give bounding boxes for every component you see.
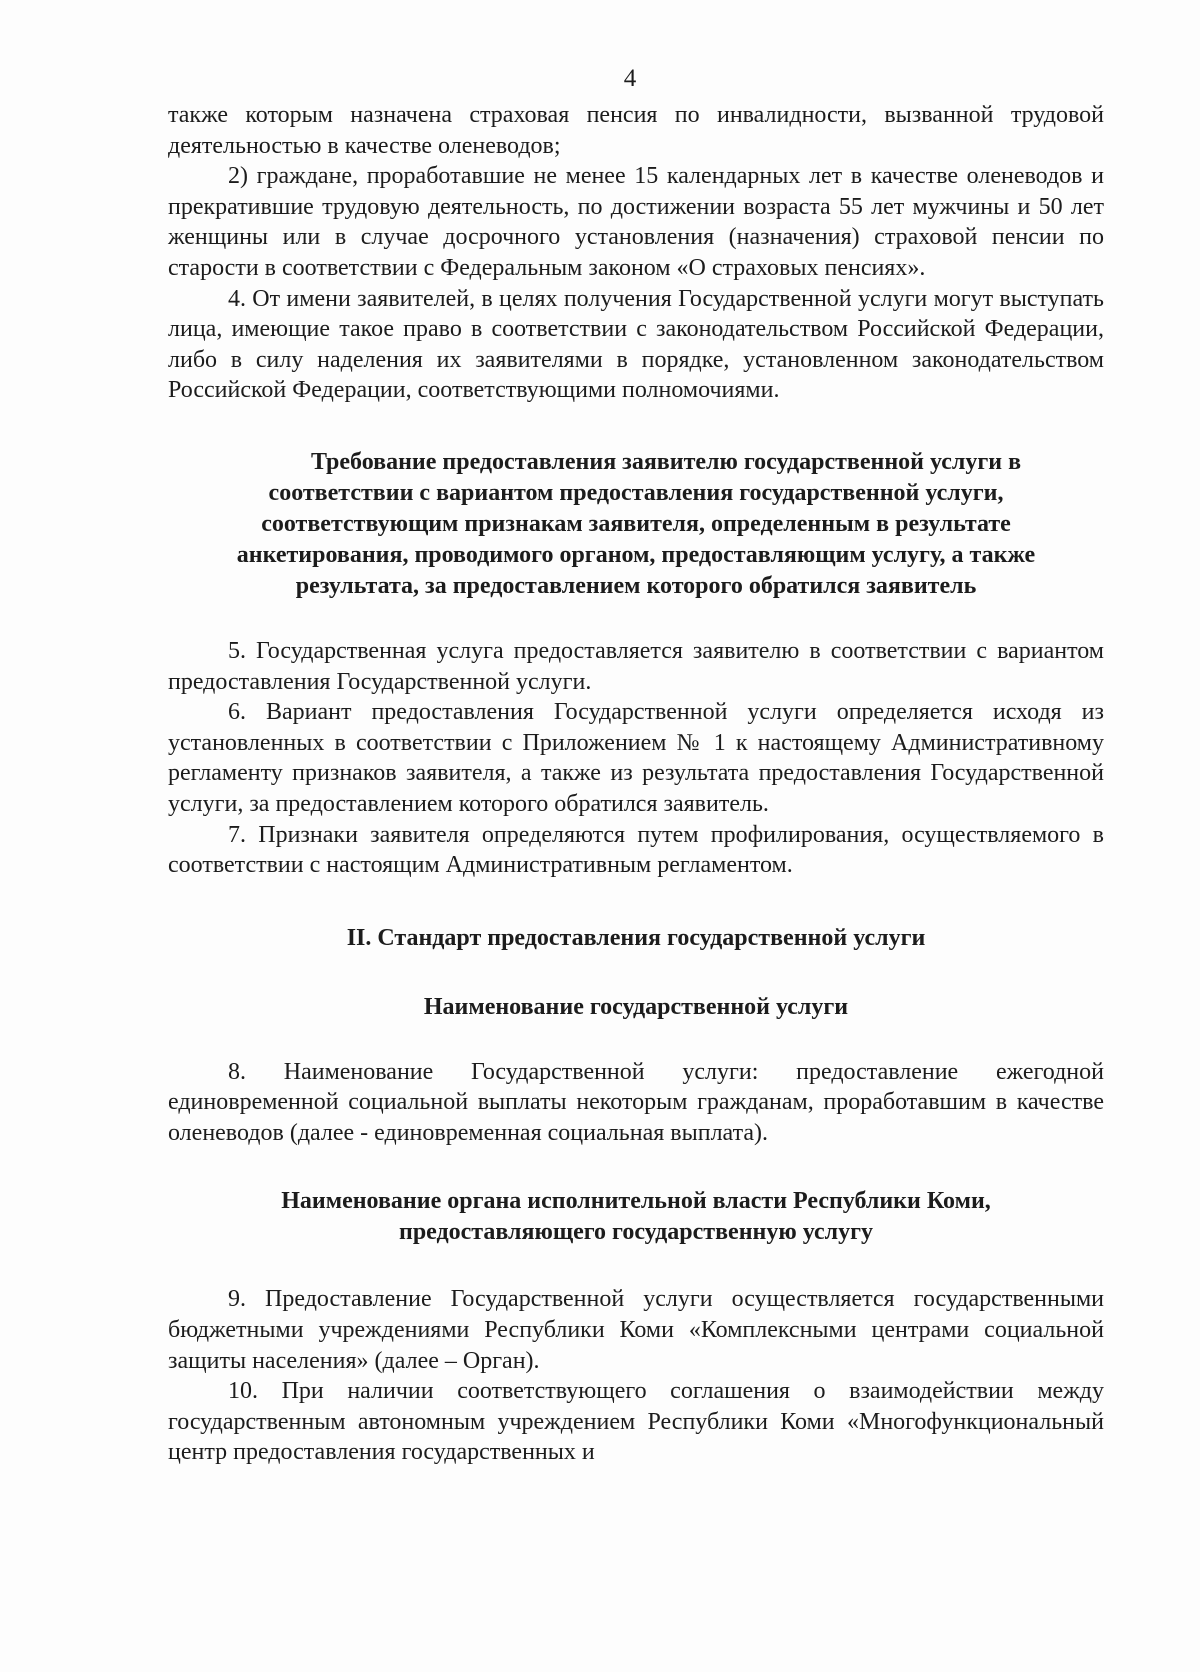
heading-line: результата, за предоставлением которого обратился заявитель	[295, 572, 977, 599]
heading-line: соответствии с вариантом предоставления государственной услуги,	[268, 479, 1004, 506]
paragraph-item-2: 2) граждане, проработавшие не менее 15 календарных лет в качестве оленеводов и прекратившие трудовую деятельность, по достижении возраста 55 лет мужчины и 50 лет женщины или в случае досрочного установления (назначения) страховой пенсии по старости в соответствии с Федеральным законом «О страховых пенсиях».	[168, 163, 1104, 281]
paragraph-item-10: 10. При наличии соответствующего соглашения о взаимодействии между государственным автономным учреждением Республики Коми «Многофункциональный центр предоставления государственных и	[168, 1378, 1104, 1466]
paragraph-item-6: 6. Вариант предоставления Государственной услуги определяется исходя из установленных в соответствии с Приложением № 1 к настоящему Административному регламенту признаков заявителя, а также из результата предоставления Государственной услуги, за предоставлением которого обратился заявитель.	[168, 699, 1104, 817]
paragraph-item-4: 4. От имени заявителей, в целях получения Государственной услуги могут выступать лица, имеющие такое право в соответствии с законодательством Российской Федерации, либо в силу наделения их заявителями в порядке, установленном законодательством Российской Федерации, соответствующими полномочиями.	[168, 285, 1104, 404]
heading-line: Требование предоставления заявителю государственной услуги в	[310, 448, 1022, 475]
paragraph-item-8: 8. Наименование Государственной услуги: предоставление ежегодной единовременной социальной выплаты некоторым гражданам, проработавшим в качестве оленеводов (далее - единовременная социальная выплата).	[168, 1058, 1104, 1146]
heading-requirement	[168, 447, 1104, 602]
heading-line: Наименование органа исполнительной власти Республики Коми,	[281, 1188, 991, 1215]
heading-line: соответствующим признакам заявителя, определенным в результате	[261, 510, 1011, 537]
document-body	[168, 100, 1104, 1468]
heading-authority	[168, 1186, 1104, 1248]
page-number: 4	[623, 65, 637, 92]
heading-line: предоставляющего государственную услугу	[399, 1219, 873, 1246]
paragraph-item-9: 9. Предоставление Государственной услуги осуществляется государственными бюджетными учреждениями Республики Коми «Комплексными центрами социальной защиты населения» (далее – Орган).	[168, 1286, 1104, 1374]
paragraph-item-7: 7. Признаки заявителя определяются путем профилирования, осуществляемого в соответствии с настоящим Административным регламентом.	[168, 821, 1104, 879]
paragraph-continuation: также которым назначена страховая пенсия по инвалидности, вызванной трудовой деятельностью в качестве оленеводов;	[168, 102, 1104, 159]
paragraph-item-5: 5. Государственная услуга предоставляется заявителю в соответствии с вариантом предоставления Государственной услуги.	[168, 637, 1104, 695]
heading-line: анкетирования, проводимого органом, предоставляющим услугу, а также	[236, 541, 1036, 568]
heading-standard: II. Стандарт предоставления государственной услуги	[346, 924, 926, 951]
heading-service-name: Наименование государственной услуги	[423, 993, 849, 1020]
